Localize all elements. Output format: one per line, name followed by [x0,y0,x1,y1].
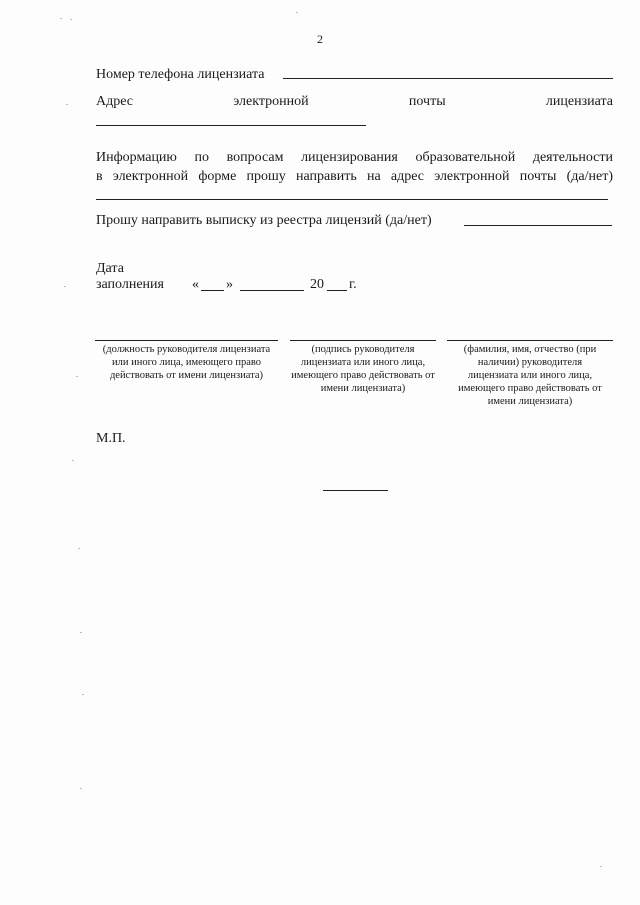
email-label-word: электронной [233,94,309,109]
position-signature-line [95,340,278,341]
scan-speck [70,19,72,20]
date-day-line [201,290,224,291]
stamp-label: М.П. [96,431,126,446]
date-close-quote: » [226,277,233,292]
signature-line [290,340,436,341]
email-label-word: лицензиата [545,94,613,109]
phone-field-line [283,78,613,79]
position-caption: (должность руководителя лицензиата или иного лица, имеющего право действовать от имени лицензиата) [102,344,271,381]
date-year-prefix: 20 [310,277,324,292]
scan-speck [296,12,298,13]
name-caption: (фамилия, имя, отчество (при наличии) руководителя лицензиата или иного лица, имеющего право действовать от имени лицензиата) [458,344,602,407]
date-label-line-1: Дата [96,261,124,276]
date-label-line-2: заполнения [96,277,164,292]
scan-speck [82,694,84,695]
email-label-word: почты [408,94,446,109]
date-year-suffix: г. [349,277,357,292]
scan-speck [60,18,62,19]
scan-speck [76,376,78,377]
scan-speck [78,548,80,549]
scan-speck [64,286,66,287]
scan-speck [80,632,82,633]
end-separator-line [323,490,388,491]
date-open-quote: « [192,277,199,292]
info-request-line-1: Информацию по вопросам лицензирования образовательной деятельности [96,150,613,165]
name-signature-line [447,340,613,341]
scan-speck [72,460,74,461]
signature-caption: (подпись руководителя лицензиата или иного лица, имеющего право действовать от имени лицензиата) [291,344,435,394]
extract-request-field-line [464,225,612,226]
scan-speck [66,104,68,105]
email-label-word: Адрес [96,94,134,109]
scan-speck [80,788,82,789]
email-label [96,93,613,110]
email-field-line [96,125,366,126]
date-month-line [240,290,304,291]
info-request-field-line [96,199,608,200]
scan-speck [600,866,602,867]
phone-label: Номер телефона лицензиата [96,67,265,82]
info-request-line-2: в электронной форме прошу направить на адрес электронной почты (да/нет) [96,169,613,184]
extract-request-label: Прошу направить выписку из реестра лицензий (да/нет) [96,213,432,228]
page-number: 2 [317,32,323,46]
date-year-line [327,290,347,291]
